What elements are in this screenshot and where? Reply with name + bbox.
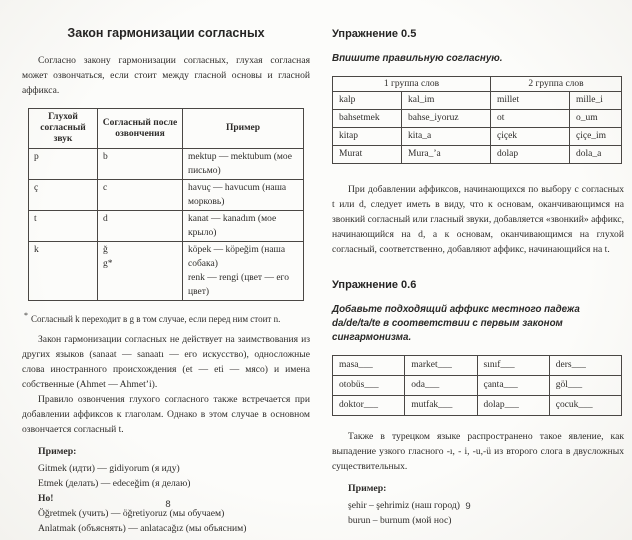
cell-voiced (98, 242, 183, 301)
example-line-1: köpek — köpeğim (наша собака) (188, 245, 286, 269)
fill-in-cell: sınıf___ (477, 356, 549, 376)
cell-voiced: b (98, 149, 183, 180)
example-line: Öğretmek (учить) — öğretiyoruz (мы обучаем) (38, 508, 225, 519)
header-group-2: 2 группа слов (491, 77, 622, 92)
word-cell: Murat (333, 146, 402, 164)
fill-in-cell: kita_a (402, 128, 491, 146)
table-row (333, 92, 622, 110)
fill-in-cell: o_um (570, 110, 622, 128)
fill-in-cell: market___ (405, 356, 477, 376)
example-line-2: renk — rengi (цвет — его цвет) (188, 273, 289, 297)
table-row (333, 110, 622, 128)
table-row (333, 356, 622, 376)
fill-in-cell: bahse_iyoruz (402, 110, 491, 128)
header-example: Пример (183, 109, 304, 149)
cell-voiceless: ç (29, 180, 98, 211)
footnote-marker: * (24, 311, 28, 320)
table-header-row (333, 77, 622, 92)
example-line: Anlatmak (объяснять) — anlatacağız (мы объясним) (38, 523, 247, 534)
vowel-drop-paragraph: Также в турецком языке распространено такое явление, как выпадение узкого гласного -ı, - i, -u,-ü из второго слога в двусложных существительных. (332, 431, 624, 472)
cell-example: mektup — mektubum (мое письмо) (183, 149, 304, 180)
exercise-06-title: Упражнение 0.6 (332, 279, 417, 291)
fill-in-cell: çiçe_im (570, 128, 622, 146)
table-row (29, 180, 304, 211)
affix-rule-paragraph: При добавлении аффиксов, начинающихся по выбору с согласных t или d, следует иметь в виду, что к основам, оканчивающимся на звонкий согласный или гласный звуки, добавляется «звонкий» аффикс, начинающийся на d, а к основам, оканчивающимся на глухой согласный, соответственно, добавляют аффикс, начинающийся на t. (332, 184, 624, 255)
fill-in-cell: mutfak___ (405, 396, 477, 416)
word-cell: kalp (333, 92, 402, 110)
intro-paragraph: Согласно закону гармонизации согласных, глухая согласная может озвончаться, если стоит между гласной основы и гласной аффикса. (22, 55, 310, 96)
fill-in-cell: çocuk___ (549, 396, 621, 416)
word-cell: bahsetmek (333, 110, 402, 128)
cell-example: kanat — kanadım (мое крыло) (183, 211, 304, 242)
table-row (333, 128, 622, 146)
fill-in-cell: ders___ (549, 356, 621, 376)
fill-in-cell: çanta___ (477, 376, 549, 396)
cell-voiceless: t (29, 211, 98, 242)
page-title: Закон гармонизации согласных (67, 26, 265, 40)
table-row (29, 149, 304, 180)
fill-in-cell: göl___ (549, 376, 621, 396)
cell-example: havuç — havucum (наша морковь) (183, 180, 304, 211)
page-number-left: 8 (165, 499, 171, 510)
fill-in-cell: dolap___ (477, 396, 549, 416)
fill-in-cell: otobüs___ (333, 376, 405, 396)
word-cell: kitap (333, 128, 402, 146)
voiced-line-2: g* (103, 259, 113, 269)
cell-example (183, 242, 304, 301)
footnote-text: Согласный k переходит в g в том случае, если перед ним стоит n. (31, 314, 281, 324)
cell-voiced: c (98, 180, 183, 211)
example-label: Пример: (38, 446, 77, 457)
consonant-harmony-table (28, 108, 304, 301)
fill-in-cell: mille_i (570, 92, 622, 110)
word-cell: çiçek (491, 128, 570, 146)
header-voiceless-sound: Глухой согласный звук (29, 109, 98, 149)
example-line: burun – burnum (мой нос) (348, 515, 452, 526)
cell-voiceless: k (29, 242, 98, 301)
loanwords-paragraph: Закон гармонизации согласных не действует на заимствования из других языков (sanaat — sanaatı — его искусство), односложные слова иностранного происхождения (et — eti — мясо) и имена собственные (Ahmet — Ahmet’i). (22, 334, 310, 390)
example-line: şehir – şehrimiz (наш город) (348, 500, 460, 511)
cell-voiceless: p (29, 149, 98, 180)
example-line-emphasis: Но! (38, 493, 54, 504)
exercise-05-table (332, 76, 622, 164)
table-row (333, 146, 622, 164)
verbs-paragraph: Правило озвончения глухого согласного также встречается при добавлении аффиксов к глаголам. Однако в этом случае в основном озвончается согласный t. (22, 394, 310, 435)
table-row (333, 376, 622, 396)
fill-in-cell: doktor___ (333, 396, 405, 416)
example-label: Пример: (348, 483, 387, 494)
word-cell: ot (491, 110, 570, 128)
fill-in-cell: masa___ (333, 356, 405, 376)
exercise-06-instruction: Добавьте подходящий аффикс местного падежа da/de/ta/te в соответствии с первым законом сингармонизма. (332, 304, 580, 343)
fill-in-cell: oda___ (405, 376, 477, 396)
table-header-row (29, 109, 304, 149)
exercise-05-instruction: Впишите правильную согласную. (332, 53, 503, 64)
cell-voiced: d (98, 211, 183, 242)
voiced-line-1: ğ (103, 245, 108, 255)
page-number-right: 9 (465, 501, 471, 512)
example-line: Gitmek (идти) — gidiyorum (я иду) (38, 463, 180, 474)
header-voiced-after: Согласный после озвончения (98, 109, 183, 149)
fill-in-cell: kal_im (402, 92, 491, 110)
table-row (29, 242, 304, 301)
exercise-06-table (332, 355, 622, 416)
word-cell: dolap (491, 146, 570, 164)
fill-in-cell: dola_a (570, 146, 622, 164)
table-row (29, 211, 304, 242)
footnote (24, 310, 310, 325)
header-group-1: 1 группа слов (333, 77, 491, 92)
word-cell: millet (491, 92, 570, 110)
table-row (333, 396, 622, 416)
page-left (22, 26, 310, 536)
example-line: Etmek (делать) — edeceğim (я делаю) (38, 478, 191, 489)
page-right (332, 28, 624, 528)
exercise-05-title: Упражнение 0.5 (332, 28, 417, 40)
fill-in-cell: Mura_’a (402, 146, 491, 164)
